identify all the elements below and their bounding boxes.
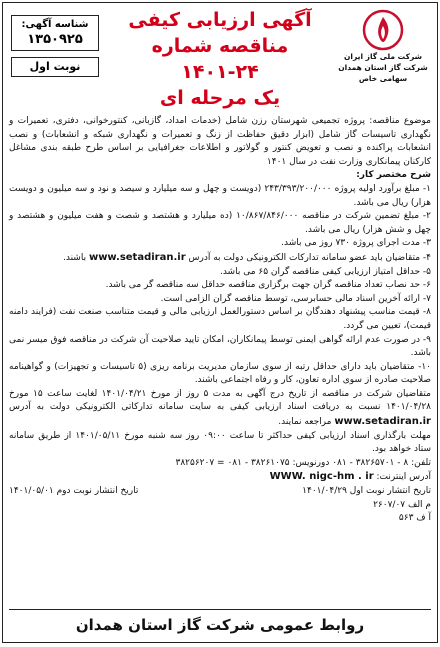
website-line (9, 470, 431, 485)
footer-public-relations: روابط عمومی شرکت گاز استان همدان (75, 616, 365, 634)
tender-stage: یک مرحله ای (159, 87, 281, 109)
item-membership-end: باشند. (62, 252, 87, 263)
tender-number: مناقصه شماره ۲۴-۱۴۰۱ (151, 35, 289, 83)
ad-id-frame (11, 15, 99, 51)
second-publication-date: تاریخ انتشار نوبت دوم ۱۴۰۱/۰۵/۰۱ (9, 486, 139, 497)
summary-label: شرح مختصر کار: (356, 170, 431, 181)
item-safety-certificate: ۹- در صورت عدم ارائه گواهی ایمنی توسط پیمانکاران، امکان تایید صلاحیت آن شرکت در مناقصه فوق میسر نمی باشد. (9, 334, 431, 359)
ad-id-label: شناسه آگهی: (21, 19, 89, 30)
logo-company-type: سهامی خاص (358, 74, 408, 83)
item-min-score: ۵- حداقل امتیاز ارزیابی کیفی مناقصه گران ۶۵ می باشد. (219, 266, 431, 277)
item-pricing: ۸- قیمت مناسب پیشنهاد دهندگان بر اساس دستورالعمل ارزیابی مالی و قیمت متناسب صنعت نفت (فرایند دامنه قیمت)، تعیین می گردد. (9, 307, 431, 331)
header (7, 7, 433, 112)
item-estimate: ۱- مبلغ برآورد اولیه پروژه ۲۴۳/۳۹۳/۲۰۰/۰۰۰ (دویست و چهل و سه میلیارد و سیصد و نود و سه میلیون و دویست هزار) ریال می باشد. (9, 183, 431, 208)
item-upload-deadline: مهلت بارگذاری اسناد ارزیابی کیفی حداکثر تا ساعت ۰۹:۰۰ روز سه شنبه مورخ ۱۴۰۱/۰۵/۱۱ از طریق سامانه ستاد خواهد بود. (9, 430, 431, 455)
first-publication-date: تاریخ انتشار نوبت اول ۱۴۰۱/۰۴/۲۹ (302, 486, 431, 497)
item-quorum: ۶- حد نصاب تعداد مناقصه گران جهت برگزاری مناقصه حداقل سه مناقصه گر می باشد. (105, 280, 431, 291)
item-membership-text: ۴- متقاضیان باید عضو سامانه تدارکات الکترونیکی دولت به آدرس (188, 252, 431, 263)
setadiran-link[interactable]: www.setadiran.ir (88, 251, 186, 263)
reference-number: م الف ۲۶۰۷/۰۷ (373, 499, 431, 510)
item-duration: ۳- مدت اجرای پروژه ۷۳۰ روز می باشد. (281, 238, 431, 249)
company-logo (337, 9, 429, 84)
item-document-receipt-text: متقاضیان شرکت در مناقصه از تاریخ درج آگهی به مدت ۵ روز از مورخ ۱۴۰۱/۰۴/۲۱ لغایت ساعت ۱۵ مورخ ۱۴۰۱/۰۴/۲۸ نسبت به دریافت اسناد ارزیابی کیفی به سایت سامانه تدارکاتی الکترونیکی دولت به آدرس (9, 388, 431, 413)
ad-id-value: ۱۳۵۰۹۲۵ (27, 32, 83, 47)
ad-body (9, 115, 431, 526)
setadiran-link-2[interactable]: www.setadiran.ir (334, 416, 431, 428)
reference-code: آ ف ۵۶۳ (398, 513, 431, 524)
logo-company-name: شرکت ملی گاز ایران (344, 52, 422, 61)
ad-id-box (11, 15, 99, 77)
website-label: آدرس اینترنت: (376, 472, 431, 483)
contact-phone: تلفن: ۸ - ۳۸۲۶۵۷۰۱ - ۰۸۱ دورنویس: ۳۸۲۶۱۰۷۵ - ۰۸۱ = ۳۸۲۵۶۲۰۷ (175, 457, 431, 468)
item-ranking: ۱۰- متقاضیان باید دارای حداقل رتبه از سوی سازمان مدیریت برنامه ریزی (۵ تاسیسات و تجهیزات) و گواهینامه صلاحیت صادره از سوی اداره تعاون، کار و رفاه اجتماعی باشند. (9, 361, 431, 386)
publication-dates (9, 485, 431, 499)
item-financial-docs: ۷- ارائه آخرین اسناد مالی حسابرسی، توسط مناقصه گران الزامی است. (160, 293, 431, 304)
item-document-receipt-end: مراجعه نمایند. (278, 417, 332, 428)
item-membership (9, 251, 431, 266)
gas-flame-logo-icon (362, 9, 404, 51)
item-document-receipt (9, 388, 431, 430)
advertisement-page (2, 2, 438, 643)
title-block (117, 7, 323, 111)
logo-branch-name: شرکت گاز استان همدان (338, 63, 428, 72)
ad-title: آگهی ارزیابی کیفی (128, 9, 312, 31)
website-link[interactable]: WWW. nigc-hm . ir (269, 471, 374, 483)
tender-subject: موضوع مناقصه: پروژه تجمیعی شهرستان رزن شامل (خدمات امداد، گازبانی، کنتورخوانی، دفتری، تعمیرات و نگهداری تاسیسات گاز شامل (ابزار دقیق حفاظت از زنگ و تعمیرات و نگهداری شبکه و انشعابات) و نصب انشعابات پراکنده و نصب و تعویض کنتور و گولاتور و اطلاعات جغرافیایی بر اساس طرح طبقه بندی مشاغل کارکنان پیمانکاری وزارت نفت در سال ۱۴۰۱ (9, 116, 431, 167)
item-guarantee: ۲- مبلغ تضمین شرکت در مناقصه ۱۰/۸۶۷/۸۴۶/۰۰۰ (ده میلیارد و هشتصد و شصت و هفت میلیون و هشتصد و چهل و شش هزار) ریال می باشد. (9, 211, 431, 235)
publication-turn-badge: نوبت اول (11, 57, 99, 77)
footer-divider (9, 609, 431, 610)
